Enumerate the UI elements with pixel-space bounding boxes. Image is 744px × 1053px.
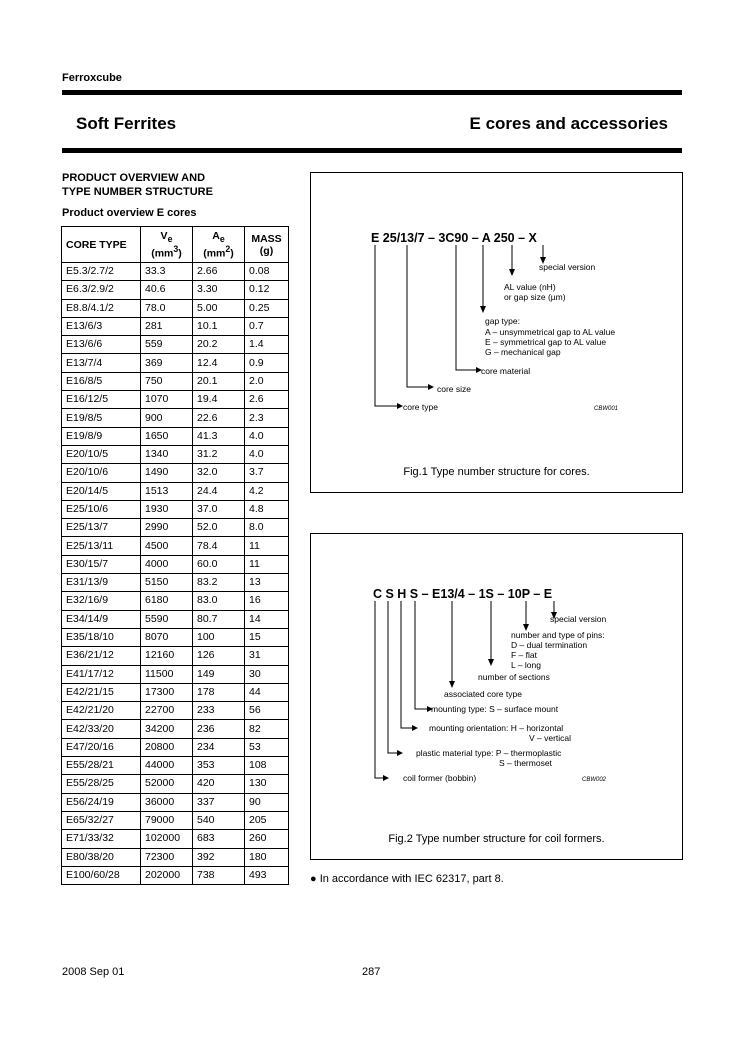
fig1-special: special version [539, 262, 596, 272]
fig1-size: core size [437, 384, 472, 394]
cell-ve: 6180 [141, 592, 193, 610]
table-row [62, 281, 289, 299]
cell-core-type: E20/14/5 [62, 482, 141, 500]
cell-ae: 37.0 [193, 500, 245, 518]
fig2-code: C S H S – E13/4 – 1S – 10P – E [373, 587, 553, 601]
cell-core-type: E42/21/15 [62, 683, 141, 701]
cell-core-type: E13/6/3 [62, 317, 141, 335]
cell-ve: 281 [141, 317, 193, 335]
header-ve-label: $V_e$ [160, 229, 173, 244]
cell-mass: 3.7 [245, 464, 289, 482]
table-header-row [62, 227, 289, 263]
cell-core-type: E47/20/16 [62, 738, 141, 756]
figure-1-diagram [311, 173, 682, 463]
cell-mass: 8.0 [245, 519, 289, 537]
fig2-plastic1: plastic material type: P – thermoplastic [416, 748, 562, 758]
cell-ve: 17300 [141, 683, 193, 701]
cell-ve: 79000 [141, 811, 193, 829]
cell-ae: 52.0 [193, 519, 245, 537]
cell-ae: 5.00 [193, 299, 245, 317]
cell-ae: 83.2 [193, 574, 245, 592]
fig1-al1: AL value (nH) [504, 282, 556, 292]
cell-ve: 1340 [141, 445, 193, 463]
cell-ae: 60.0 [193, 555, 245, 573]
cell-ve: 102000 [141, 830, 193, 848]
cell-mass: 15 [245, 628, 289, 646]
cell-core-type: E32/16/9 [62, 592, 141, 610]
cell-ve: 52000 [141, 775, 193, 793]
cell-mass: 14 [245, 610, 289, 628]
fig2-orient1: mounting orientation: H – horizontal [429, 723, 564, 733]
cell-ae: 540 [193, 811, 245, 829]
cell-core-type: E25/13/7 [62, 519, 141, 537]
section-title-line2: TYPE NUMBER STRUCTURE [62, 186, 213, 198]
cell-core-type: E16/8/5 [62, 372, 141, 390]
cell-ae: 126 [193, 647, 245, 665]
cell-ae: 392 [193, 848, 245, 866]
table-row [62, 775, 289, 793]
cell-mass: 0.7 [245, 317, 289, 335]
cell-ve: 8070 [141, 628, 193, 646]
table-row [62, 592, 289, 610]
table-row [62, 830, 289, 848]
fig2-pins4: L – long [511, 660, 541, 670]
cell-ve: 36000 [141, 793, 193, 811]
table-row [62, 391, 289, 409]
cell-core-type: E71/33/32 [62, 830, 141, 848]
cell-ae: 10.1 [193, 317, 245, 335]
cell-ve: 1070 [141, 391, 193, 409]
table-row [62, 738, 289, 756]
cell-ae: 78.4 [193, 537, 245, 555]
cell-mass: 11 [245, 537, 289, 555]
cell-ae: 100 [193, 628, 245, 646]
cell-ve: 1930 [141, 500, 193, 518]
cell-mass: 2.3 [245, 409, 289, 427]
footer-date: 2008 Sep 01 [62, 966, 125, 978]
cell-core-type: E35/18/10 [62, 628, 141, 646]
company-name: Ferroxcube [62, 72, 122, 84]
fig1-code-id: CBW001 [594, 406, 619, 412]
table-row [62, 427, 289, 445]
cell-ve: 369 [141, 354, 193, 372]
fig2-mounting: mounting type: S – surface mount [431, 704, 559, 714]
cell-core-type: E42/21/20 [62, 702, 141, 720]
cell-ae: 83.0 [193, 592, 245, 610]
table-row [62, 336, 289, 354]
fig1-caption: Fig.1 Type number structure for cores. [403, 466, 590, 478]
table-row [62, 445, 289, 463]
cell-ae: 337 [193, 793, 245, 811]
cell-mass: 53 [245, 738, 289, 756]
table-row [62, 482, 289, 500]
section-title-line1: PRODUCT OVERVIEW AND [62, 172, 206, 184]
table-row [62, 500, 289, 518]
cell-ae: 178 [193, 683, 245, 701]
cell-core-type: E65/32/27 [62, 811, 141, 829]
cell-core-type: E55/28/21 [62, 757, 141, 775]
page-title-left: Soft Ferrites [76, 114, 177, 133]
cell-core-type: E19/8/9 [62, 427, 141, 445]
cell-mass: 4.0 [245, 445, 289, 463]
cell-ve: 1650 [141, 427, 193, 445]
cell-ve: 559 [141, 336, 193, 354]
cell-core-type: E13/7/4 [62, 354, 141, 372]
table-row [62, 519, 289, 537]
cell-core-type: E42/33/20 [62, 720, 141, 738]
cell-ve: 750 [141, 372, 193, 390]
table-row [62, 317, 289, 335]
cell-mass: 31 [245, 647, 289, 665]
header-rule [62, 90, 682, 95]
cell-ae: 3.30 [193, 281, 245, 299]
fig1-gap-title: gap type: [485, 316, 520, 326]
table-row [62, 811, 289, 829]
cell-ve: 202000 [141, 866, 193, 884]
cell-ve: 72300 [141, 848, 193, 866]
fig1-al2: or gap size (µm) [504, 292, 566, 302]
cell-ae: 236 [193, 720, 245, 738]
cell-ae: 80.7 [193, 610, 245, 628]
fig1-gap-e: E – symmetrical gap to AL value [485, 337, 607, 347]
fig1-type: core type [403, 402, 438, 412]
table-row [62, 555, 289, 573]
cell-mass: 30 [245, 665, 289, 683]
table-row [62, 354, 289, 372]
fig2-caption: Fig.2 Type number structure for coil formers. [388, 833, 605, 845]
cell-mass: 0.9 [245, 354, 289, 372]
table-row [62, 683, 289, 701]
cell-mass: 4.8 [245, 500, 289, 518]
fig1-gap-a: A – unsymmetrical gap to AL value [485, 327, 616, 337]
cell-core-type: E13/6/6 [62, 336, 141, 354]
table-row [62, 702, 289, 720]
fig2-pins1: number and type of pins: [511, 630, 605, 640]
cell-ae: 233 [193, 702, 245, 720]
cell-ae: 20.1 [193, 372, 245, 390]
cell-ve: 4500 [141, 537, 193, 555]
table-row [62, 409, 289, 427]
cell-ve: 1490 [141, 464, 193, 482]
cell-mass: 1.4 [245, 336, 289, 354]
cell-ae: 24.4 [193, 482, 245, 500]
cell-mass: 56 [245, 702, 289, 720]
cell-ve: 5150 [141, 574, 193, 592]
table-row [62, 628, 289, 646]
header-mass-label: MASS [251, 232, 282, 245]
cell-mass: 180 [245, 848, 289, 866]
page-number: 287 [362, 966, 381, 978]
cell-ve: 44000 [141, 757, 193, 775]
cell-mass: 82 [245, 720, 289, 738]
table-row [62, 757, 289, 775]
table-row [62, 574, 289, 592]
figure-2-coil-former-structure [310, 533, 683, 860]
cell-mass: 493 [245, 866, 289, 884]
header-ae [193, 227, 245, 263]
page-title-right: E cores and accessories [469, 114, 668, 133]
fig2-code-id: CBW002 [582, 777, 607, 783]
cell-core-type: E80/38/20 [62, 848, 141, 866]
header-mass [245, 227, 289, 263]
cell-mass: 4.0 [245, 427, 289, 445]
cell-mass: 0.08 [245, 263, 289, 281]
cell-core-type: E6.3/2.9/2 [62, 281, 141, 299]
cell-ve: 2990 [141, 519, 193, 537]
figure-2-diagram [311, 534, 682, 829]
table-row [62, 866, 289, 884]
section-title [62, 171, 262, 199]
fig2-pins3: F – flat [511, 650, 537, 660]
header-ve [141, 227, 193, 263]
fig1-gap-g: G – mechanical gap [485, 347, 561, 357]
cell-mass: 4.2 [245, 482, 289, 500]
cell-ae: 41.3 [193, 427, 245, 445]
cell-ve: 4000 [141, 555, 193, 573]
title-rule [62, 148, 682, 153]
cell-ve: 1513 [141, 482, 193, 500]
cell-ve: 12160 [141, 647, 193, 665]
header-ae-label: $A_e$ [212, 229, 225, 244]
header-mass-unit: (g) [259, 244, 274, 257]
cell-core-type: E16/12/5 [62, 391, 141, 409]
cell-mass: 2.6 [245, 391, 289, 409]
cell-mass: 205 [245, 811, 289, 829]
fig1-code: E 25/13/7 – 3C90 – A 250 – X [371, 231, 537, 245]
fig2-pins2: D – dual termination [511, 640, 588, 650]
fig2-assoc: associated core type [444, 689, 522, 699]
header-ae-unit: $(mm^2)$ [203, 243, 234, 260]
cell-core-type: E8.8/4.1/2 [62, 299, 141, 317]
header-ve-unit: $(mm^3)$ [151, 243, 182, 260]
cell-ae: 19.4 [193, 391, 245, 409]
table-row [62, 720, 289, 738]
cell-mass: 16 [245, 592, 289, 610]
table-row [62, 464, 289, 482]
cell-core-type: E100/60/28 [62, 866, 141, 884]
table-row [62, 263, 289, 281]
table-row [62, 537, 289, 555]
cell-core-type: E20/10/6 [62, 464, 141, 482]
cell-ae: 2.66 [193, 263, 245, 281]
fig2-orient2: V – vertical [529, 733, 572, 743]
cell-core-type: E25/13/11 [62, 537, 141, 555]
table-row [62, 299, 289, 317]
cell-ve: 11500 [141, 665, 193, 683]
cell-ae: 738 [193, 866, 245, 884]
cell-mass: 0.25 [245, 299, 289, 317]
fig2-special: special version [550, 614, 607, 624]
cell-ve: 78.0 [141, 299, 193, 317]
cell-mass: 11 [245, 555, 289, 573]
table-row [62, 372, 289, 390]
fig1-material: core material [481, 366, 531, 376]
cell-core-type: E36/21/12 [62, 647, 141, 665]
fig2-former: coil former (bobbin) [403, 773, 477, 783]
cell-ve: 40.6 [141, 281, 193, 299]
cell-ae: 12.4 [193, 354, 245, 372]
cell-ve: 5590 [141, 610, 193, 628]
fig2-plastic2: S – thermoset [499, 758, 552, 768]
footnote: ● In accordance with IEC 62317, part 8. [310, 873, 504, 885]
table-title: Product overview E cores [62, 207, 197, 219]
cell-core-type: E19/8/5 [62, 409, 141, 427]
cell-mass: 2.0 [245, 372, 289, 390]
cell-mass: 0.12 [245, 281, 289, 299]
header-core-type: CORE TYPE [62, 227, 141, 263]
cell-core-type: E5.3/2.7/2 [62, 263, 141, 281]
cell-ae: 420 [193, 775, 245, 793]
cell-ae: 683 [193, 830, 245, 848]
cell-core-type: E31/13/9 [62, 574, 141, 592]
cell-core-type: E56/24/19 [62, 793, 141, 811]
cell-ae: 353 [193, 757, 245, 775]
cell-mass: 13 [245, 574, 289, 592]
cell-ve: 33.3 [141, 263, 193, 281]
cell-ve: 22700 [141, 702, 193, 720]
cell-core-type: E55/28/25 [62, 775, 141, 793]
cell-mass: 130 [245, 775, 289, 793]
cell-mass: 90 [245, 793, 289, 811]
cell-ae: 31.2 [193, 445, 245, 463]
product-overview-table [61, 226, 289, 885]
figure-1-core-type-structure [310, 172, 683, 493]
cell-ve: 20800 [141, 738, 193, 756]
cell-ae: 234 [193, 738, 245, 756]
cell-core-type: E41/17/12 [62, 665, 141, 683]
cell-mass: 260 [245, 830, 289, 848]
cell-mass: 44 [245, 683, 289, 701]
cell-ve: 900 [141, 409, 193, 427]
fig2-sections: number of sections [478, 672, 550, 682]
cell-ae: 32.0 [193, 464, 245, 482]
cell-mass: 108 [245, 757, 289, 775]
cell-core-type: E25/10/6 [62, 500, 141, 518]
cell-ae: 20.2 [193, 336, 245, 354]
table-row [62, 848, 289, 866]
cell-core-type: E34/14/9 [62, 610, 141, 628]
table-row [62, 610, 289, 628]
cell-core-type: E20/10/5 [62, 445, 141, 463]
table-row [62, 665, 289, 683]
cell-core-type: E30/15/7 [62, 555, 141, 573]
cell-ve: 34200 [141, 720, 193, 738]
table-row [62, 793, 289, 811]
cell-ae: 22.6 [193, 409, 245, 427]
cell-ae: 149 [193, 665, 245, 683]
table-row [62, 647, 289, 665]
